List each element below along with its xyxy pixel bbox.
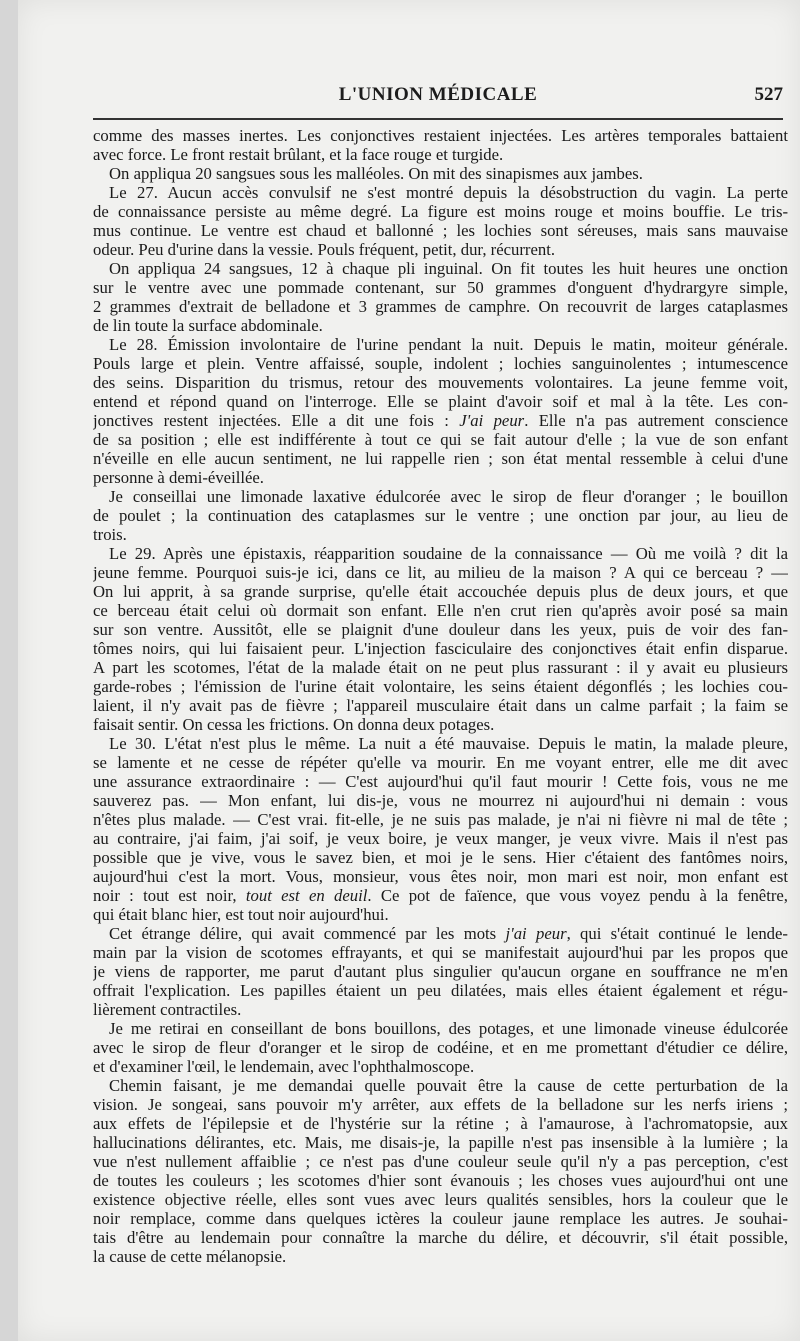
text-line: sur le ventre avec une pommade contenant, sur 50 grammes d'onguent d'hydrargyre simple, — [93, 278, 788, 297]
text-line: personne à demi-éveillée. — [93, 468, 264, 487]
text-line: odeur. Peu d'urine dans la vessie. Pouls fréquent, petit, dur, récurrent. — [93, 240, 556, 259]
text-line: la cause de cette mélanopsie. — [93, 1247, 287, 1266]
text-line: je viens de rapporter, me parut d'autant plus singulier qu'aucun organe en souffrance ne m'en — [93, 962, 788, 981]
text-line: On appliqua 24 sangsues, 12 à chaque pli inguinal. On fit toutes les huit heures une onction — [109, 259, 788, 278]
text-line: Cet étrange délire, qui avait commencé par les mots j'ai peur, qui s'était continué le lende- — [109, 924, 788, 943]
text-line: entend et répond quand on l'interroge. Elle se plaint d'avoir soif et mal à la tête. Les con- — [93, 392, 788, 411]
text-line: Pouls large et plein. Ventre affaissé, souple, indolent ; lochies sanguinolentes ; intumescence — [93, 354, 788, 373]
text-line: de connaissance persiste au même degré. La figure est moins rouge et moins bouffie. Le tris- — [93, 202, 788, 221]
text-line: faisait sentir. On cessa les frictions. On donna deux potages. — [93, 715, 495, 734]
text-line: au contraire, j'ai faim, j'ai soif, je veux boire, je veux manger, je veux vivre. Mais il n'est pas — [93, 829, 788, 848]
text-line: mus continue. Le ventre est chaud et ballonné ; les lochies sont séreuses, mais sans mauvaise — [93, 221, 788, 240]
body-text — [93, 126, 788, 1266]
text-line: possible que je vive, vous le savez bien, et moi je le sens. Hier c'étaient des fantômes noirs, — [93, 848, 788, 867]
text-line: trois. — [93, 525, 127, 544]
text-line: aujourd'hui c'est la mort. Vous, monsieur, vous êtes noir, mon mari est noir, mon enfant est — [93, 867, 788, 886]
text-line: comme des masses inertes. Les conjonctives restaient injectées. Les artères temporales battaient — [93, 126, 788, 145]
text-line: avec le sirop de fleur d'oranger et le sirop de codéine, et en me promettant d'étudier ce délire, — [93, 1038, 788, 1057]
text-line: qui était blanc hier, est tout noir aujourd'hui. — [93, 905, 389, 924]
page-sheet — [18, 0, 800, 1341]
text-line: vue n'est nullement affaiblie ; ce n'est pas d'une couleur seule qu'il n'y a pas perception, c'est — [93, 1152, 788, 1171]
text-line: n'êtes plus malade. — C'est vrai. fit-elle, je ne suis pas malade, je n'ai ni fièvre ni mal de tête ; — [93, 810, 788, 829]
text-line: Le 29. Après une épistaxis, réapparition soudaine de la connaissance — Où me voilà ? dit la — [109, 544, 788, 563]
running-head — [93, 80, 783, 110]
text-line: une assurance extraordinaire : — C'est aujourd'hui qu'il faut mourir ! Cette fois, vous ne me — [93, 772, 788, 791]
text-line: sauverez pas. — Mon enfant, lui dis-je, vous ne mourrez ni aujourd'hui ni demain : vous — [93, 791, 788, 810]
text-line: n'éveille en elle aucun sentiment, ne lui rappelle rien ; son état mental ressemble à celui d'une — [93, 449, 788, 468]
text-line: se lamente et ne cesse de répéter qu'elle va mourir. En me voyant entrer, elle me dit avec — [93, 753, 788, 772]
header-rule — [93, 118, 783, 120]
text-line: noir : tout est noir, tout est en deuil. Ce pot de faïence, que vous voyez pendu à la fenêtre, — [93, 886, 788, 905]
text-line: tômes noirs, qui lui faisaient peur. L'injection fasciculaire des conjonctives était enfin disparue. — [93, 639, 788, 658]
text-line: Le 27. Aucun accès convulsif ne s'est montré depuis la désobstruction du vagin. La perte — [109, 183, 788, 202]
text-line: Je conseillai une limonade laxative édulcorée avec le sirop de fleur d'oranger ; le bouillon — [109, 487, 788, 506]
text-line: A part les scotomes, l'état de la malade était on ne peut plus rassurant : il y avait eu plusieurs — [93, 658, 788, 677]
text-line: Chemin faisant, je me demandai quelle pouvait être la cause de cette perturbation de la — [109, 1076, 788, 1095]
text-line: des seins. Disparition du trismus, retour des mouvements volontaires. La jeune femme voit, — [93, 373, 788, 392]
text-line: Le 28. Émission involontaire de l'urine pendant la nuit. Depuis le matin, moiteur générale. — [109, 335, 788, 354]
text-line: Le 30. L'état n'est plus le même. La nuit a été mauvaise. Depuis le matin, la malade pleure, — [109, 734, 788, 753]
text-line: avec force. Le front restait brûlant, et la face rouge et turgide. — [93, 145, 504, 164]
text-line: jeune femme. Pourquoi suis-je ici, dans ce lit, au milieu de la maison ? A qui ce berceau ? — — [93, 563, 788, 582]
text-line: On appliqua 20 sangsues sous les malléoles. On mit des sinapismes aux jambes. — [109, 164, 643, 183]
text-line: On lui apprit, à sa grande surprise, qu'elle était accouchée depuis plus de deux jours, et que — [93, 582, 788, 601]
text-line: tais d'être au lendemain pour connaître la marche du délire, et découvrir, s'il était possible, — [93, 1228, 788, 1247]
text-line: 2 grammes d'extrait de belladone et 3 grammes de camphre. On recouvrit de larges cataplasmes — [93, 297, 788, 316]
text-line: ce berceau était celui où dormait son enfant. Elle n'en crut rien qu'après avoir posé sa main — [93, 601, 788, 620]
text-line: aux effets de l'épilepsie et de l'hystérie sur la rétine ; à l'amaurose, à l'achromatopsie, aux — [93, 1114, 788, 1133]
text-line: vision. Je songeai, sans pouvoir m'y arrêter, aux effets de la belladone sur les nerfs iriens ; — [93, 1095, 788, 1114]
text-line: noir remplace, comme dans quelques ictères la couleur jaune remplace les autres. Je souhai- — [93, 1209, 788, 1228]
running-title: L'UNION MÉDICALE — [338, 84, 538, 105]
text-line: main par la vision de scotomes effrayants, et qui se manifestait aujourd'hui par les propos que — [93, 943, 788, 962]
text-line: existence objective réelle, elles sont vues avec leurs qualités sensibles, hors la couleur que le — [93, 1190, 788, 1209]
text-line: hallucinations délirantes, etc. Mais, me disais-je, la papille n'est pas insensible à la lumière ; la — [93, 1133, 788, 1152]
text-line: sur son ventre. Aussitôt, elle se plaignit d'une douleur dans les yeux, puis de voir des fan- — [93, 620, 788, 639]
text-line: laient, il n'y avait pas de fièvre ; l'appareil musculaire était dans un calme parfait ; la faim se — [93, 696, 788, 715]
page-number: 527 — [754, 84, 783, 105]
text-line: de toutes les couleurs ; les scotomes d'hier sont évanouis ; les choses vues aujourd'hui ont une — [93, 1171, 788, 1190]
text-line: Je me retirai en conseillant de bons bouillons, des potages, et une limonade vineuse édulcorée — [109, 1019, 788, 1038]
text-line: offrait l'explication. Les papilles étaient un peu dilatées, mais elles étaient également et régu- — [93, 981, 788, 1000]
text-line: jonctives restent injectées. Elle a dit une fois : J'ai peur. Elle n'a pas autrement conscience — [93, 411, 788, 430]
text-line: de sa position ; elle est indifférente à tout ce qui se fait autour d'elle ; la vue de son enfant — [93, 430, 788, 449]
text-line: et d'examiner l'œil, le lendemain, avec l'ophthalmoscope. — [93, 1057, 475, 1076]
text-line: lièrement contractiles. — [93, 1000, 242, 1019]
text-line: de poulet ; la continuation des cataplasmes sur le ventre ; une onction par jour, au lieu de — [93, 506, 788, 525]
text-line: garde-robes ; l'émission de l'urine était volontaire, les seins étaient dégonflés ; les lochies cou- — [93, 677, 788, 696]
text-line: de lin toute la surface abdominale. — [93, 316, 323, 335]
